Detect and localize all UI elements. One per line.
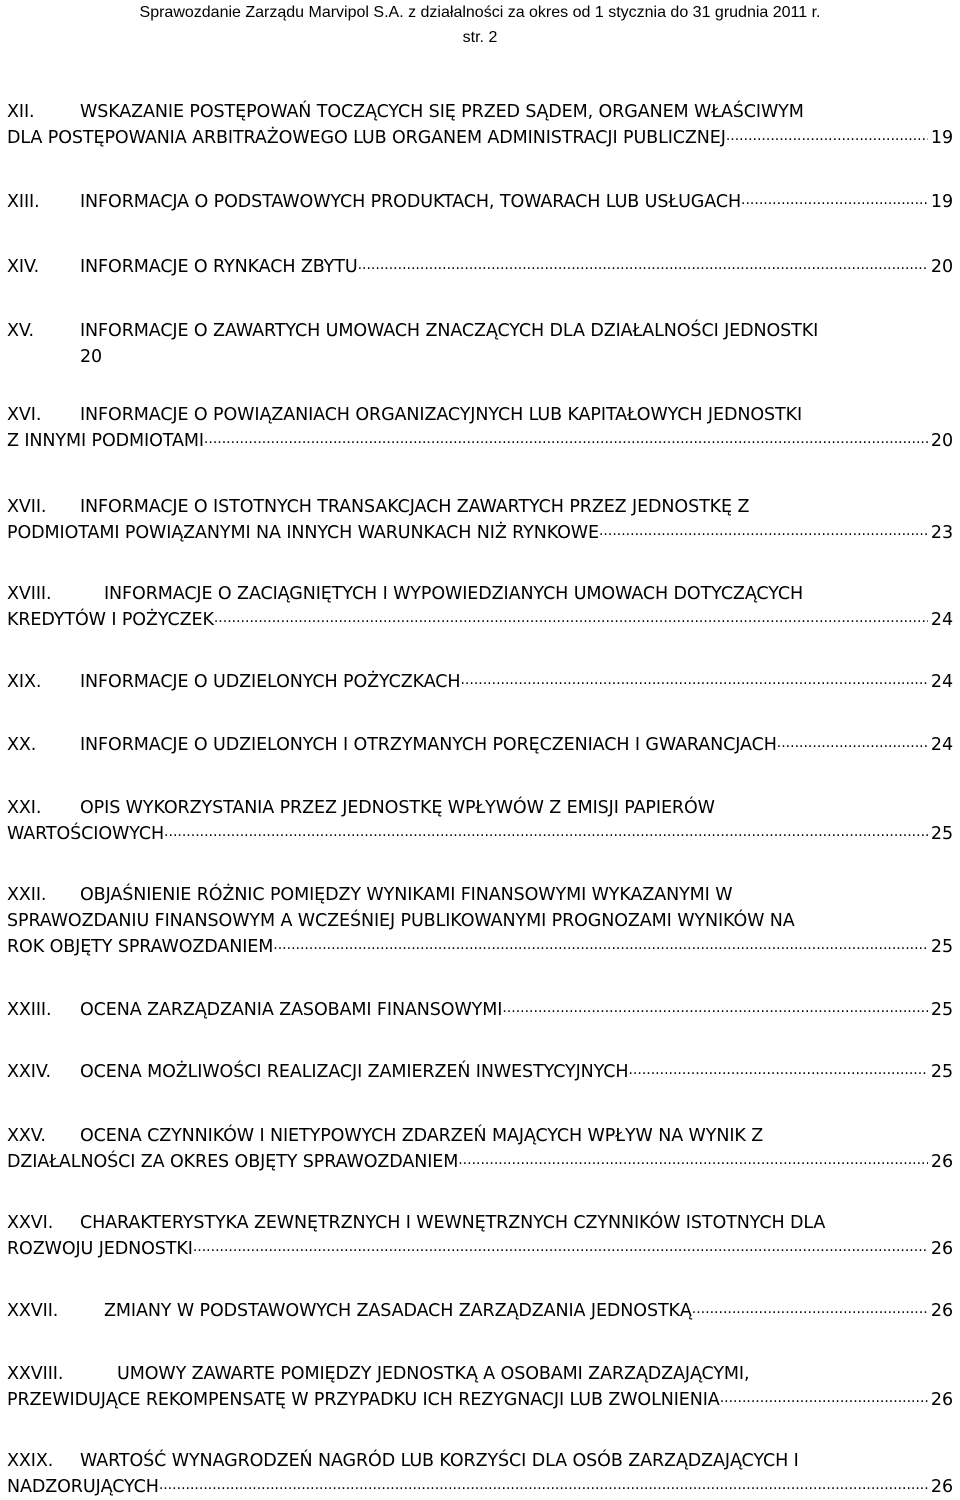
toc-page: 26 — [930, 1301, 953, 1321]
dot-leader — [460, 669, 927, 695]
toc-title-line: DZIAŁALNOŚCI ZA OKRES OBJĘTY SPRAWOZDANIEM — [7, 1152, 459, 1172]
toc-page: 25 — [930, 937, 953, 957]
dot-leader — [164, 821, 928, 847]
toc-entry-xxviii[interactable] — [7, 1361, 953, 1413]
toc-title-line: KREDYTÓW I POŻYCZEK — [7, 610, 214, 630]
dot-leader — [458, 1149, 928, 1175]
dot-leader — [726, 125, 928, 151]
toc-title-line: UMOWY ZAWARTE POMIĘDZY JEDNOSTKĄ A OSOBAMI ZARZĄDZAJĄCYMI, — [117, 1364, 750, 1384]
toc-page: 25 — [930, 824, 953, 844]
dot-leader — [358, 254, 928, 280]
toc-title-line: PODMIOTAMI POWIĄZANYMI NA INNYCH WARUNKACH NIŻ RYNKOWE — [7, 523, 599, 543]
dot-leader — [273, 934, 928, 960]
toc-number: XIX. — [7, 672, 42, 692]
toc-title-line: ROK OBJĘTY SPRAWOZDANIEM — [7, 937, 274, 957]
toc-title-line: NADZORUJĄCYCH — [7, 1477, 159, 1497]
toc-number: XVI. — [7, 405, 42, 425]
toc-number: XIV. — [7, 257, 40, 277]
toc-entry-xvii[interactable] — [7, 494, 953, 546]
toc-entry-xxii[interactable] — [7, 882, 953, 960]
dot-leader — [599, 520, 928, 546]
toc-page: 26 — [930, 1239, 953, 1259]
toc-title-line: ZMIANY W PODSTAWOWYCH ZASADACH ZARZĄDZANIA JEDNOSTKĄ — [104, 1301, 692, 1321]
toc-page: 25 — [930, 1000, 953, 1020]
toc-page: 23 — [930, 523, 953, 543]
toc-title-line: ROZWOJU JEDNOSTKI — [7, 1239, 193, 1259]
toc-entry-xv[interactable] — [7, 318, 953, 370]
dot-leader — [502, 997, 928, 1023]
toc-number: XXIV. — [7, 1062, 51, 1082]
toc-title-line: PRZEWIDUJĄCE REKOMPENSATĘ W PRZYPADKU ICH REZYGNACJI LUB ZWOLNIENIA — [7, 1390, 720, 1410]
toc-title-line: OCENA MOŻLIWOŚCI REALIZACJI ZAMIERZEŃ INWESTYCYJNYCH — [80, 1062, 629, 1082]
toc-entry-xxi[interactable] — [7, 795, 953, 847]
toc-title-line: INFORMACJE O ZACIĄGNIĘTYCH I WYPOWIEDZIANYCH UMOWACH DOTYCZĄCYCH — [104, 584, 804, 604]
toc-number: XXVIII. — [7, 1364, 64, 1384]
dot-leader — [692, 1298, 928, 1324]
toc-title-line: OCENA ZARZĄDZANIA ZASOBAMI FINANSOWYMI — [80, 1000, 503, 1020]
toc-title-line: INFORMACJE O POWIĄZANIACH ORGANIZACYJNYCH LUB KAPITAŁOWYCH JEDNOSTKI — [80, 405, 803, 425]
toc-number: XXIX. — [7, 1451, 54, 1471]
dot-leader — [741, 189, 928, 215]
toc-title-line: DLA POSTĘPOWANIA ARBITRAŻOWEGO LUB ORGANEM ADMINISTRACJI PUBLICZNEJ — [7, 128, 726, 148]
toc-entry-xviii[interactable] — [7, 581, 953, 633]
toc-title-line: INFORMACJE O UDZIELONYCH POŻYCZKACH — [80, 672, 461, 692]
toc-title-line: INFORMACJA O PODSTAWOWYCH PRODUKTACH, TOWARACH LUB USŁUGACH — [80, 192, 742, 212]
toc-page: 26 — [930, 1477, 953, 1497]
dot-leader — [204, 428, 928, 454]
toc-page: 20 — [930, 257, 953, 277]
toc-page: 20 — [930, 431, 953, 451]
toc-page: 24 — [930, 672, 953, 692]
toc-title-line: INFORMACJE O ZAWARTYCH UMOWACH ZNACZĄCYCH DLA DZIAŁALNOŚCI JEDNOSTKI — [80, 321, 819, 341]
toc-page: 24 — [930, 610, 953, 630]
toc-title-line: OBJAŚNIENIE RÓŻNIC POMIĘDZY WYNIKAMI FINANSOWYMI WYKAZANYMI W — [80, 885, 733, 905]
dot-leader — [777, 732, 928, 758]
toc-title-line: WSKAZANIE POSTĘPOWAŃ TOCZĄCYCH SIĘ PRZED SĄDEM, ORGANEM WŁAŚCIWYM — [80, 102, 804, 122]
toc-entry-xxvii[interactable] — [7, 1298, 953, 1324]
toc-entry-xxv[interactable] — [7, 1123, 953, 1175]
page-number: str. 2 — [462, 29, 498, 46]
toc-number: XXVII. — [7, 1301, 59, 1321]
toc-title-line: WARTOŚCIOWYCH — [7, 824, 165, 844]
toc-title-line: CHARAKTERYSTYKA ZEWNĘTRZNYCH I WEWNĘTRZNYCH CZYNNIKÓW ISTOTNYCH DLA — [80, 1213, 826, 1233]
toc-number: XII. — [7, 102, 35, 122]
toc-entry-xiii[interactable] — [7, 189, 953, 215]
toc-entry-xii[interactable] — [7, 99, 953, 151]
toc-number: XV. — [7, 321, 34, 341]
toc-page: 25 — [930, 1062, 953, 1082]
toc-number: XXV. — [7, 1126, 46, 1146]
dot-leader — [628, 1059, 927, 1085]
toc-entry-xiv[interactable] — [7, 254, 953, 280]
dot-leader — [720, 1387, 928, 1413]
toc-number: XIII. — [7, 192, 40, 212]
dot-leader — [159, 1474, 928, 1500]
toc-page: 19 — [930, 192, 953, 212]
toc-number: XVII. — [7, 497, 47, 517]
toc-number: XXVI. — [7, 1213, 54, 1233]
toc-number: XVIII. — [7, 584, 52, 604]
dot-leader — [193, 1236, 928, 1262]
toc-number: XX. — [7, 735, 37, 755]
toc-title-line: INFORMACJE O UDZIELONYCH I OTRZYMANYCH PORĘCZENIACH I GWARANCJACH — [80, 735, 777, 755]
toc-entry-xx[interactable] — [7, 732, 953, 758]
toc-title-line: Z INNYMI PODMIOTAMI — [7, 431, 204, 451]
toc-title-line: OPIS WYKORZYSTANIA PRZEZ JEDNOSTKĘ WPŁYWÓW Z EMISJI PAPIERÓW — [80, 798, 715, 818]
toc-page: 19 — [930, 128, 953, 148]
toc-entry-xix[interactable] — [7, 669, 953, 695]
toc-title-line: INFORMACJE O RYNKACH ZBYTU — [80, 257, 358, 277]
toc-entry-xxix[interactable] — [7, 1448, 953, 1500]
toc-entry-xxvi[interactable] — [7, 1210, 953, 1262]
toc-title-line: OCENA CZYNNIKÓW I NIETYPOWYCH ZDARZEŃ MAJĄCYCH WPŁYW NA WYNIK Z — [80, 1126, 764, 1146]
toc-entry-xvi[interactable] — [7, 402, 953, 454]
toc-number: XXIII. — [7, 1000, 52, 1020]
toc-page: 26 — [930, 1152, 953, 1172]
running-header: Sprawozdanie Zarządu Marvipol S.A. z działalności za okres od 1 stycznia do 31 grudnia 2011 r. — [139, 4, 821, 21]
dot-leader — [214, 607, 928, 633]
toc-entry-xxiii[interactable] — [7, 997, 953, 1023]
toc-entry-xxiv[interactable] — [7, 1059, 953, 1085]
toc-number: XXII. — [7, 885, 47, 905]
toc-title-line: SPRAWOZDANIU FINANSOWYM A WCZEŚNIEJ PUBLIKOWANYMI PROGNOZAMI WYNIKÓW NA — [7, 911, 795, 931]
toc-page: 20 — [80, 347, 103, 367]
toc-page: 26 — [930, 1390, 953, 1410]
toc-title-line: WARTOŚĆ WYNAGRODZEŃ NAGRÓD LUB KORZYŚCI DLA OSÓB ZARZĄDZAJĄCYCH I — [80, 1451, 799, 1471]
toc-page: 24 — [930, 735, 953, 755]
toc-title-line: INFORMACJE O ISTOTNYCH TRANSAKCJACH ZAWARTYCH PRZEZ JEDNOSTKĘ Z — [80, 497, 750, 517]
toc-number: XXI. — [7, 798, 42, 818]
